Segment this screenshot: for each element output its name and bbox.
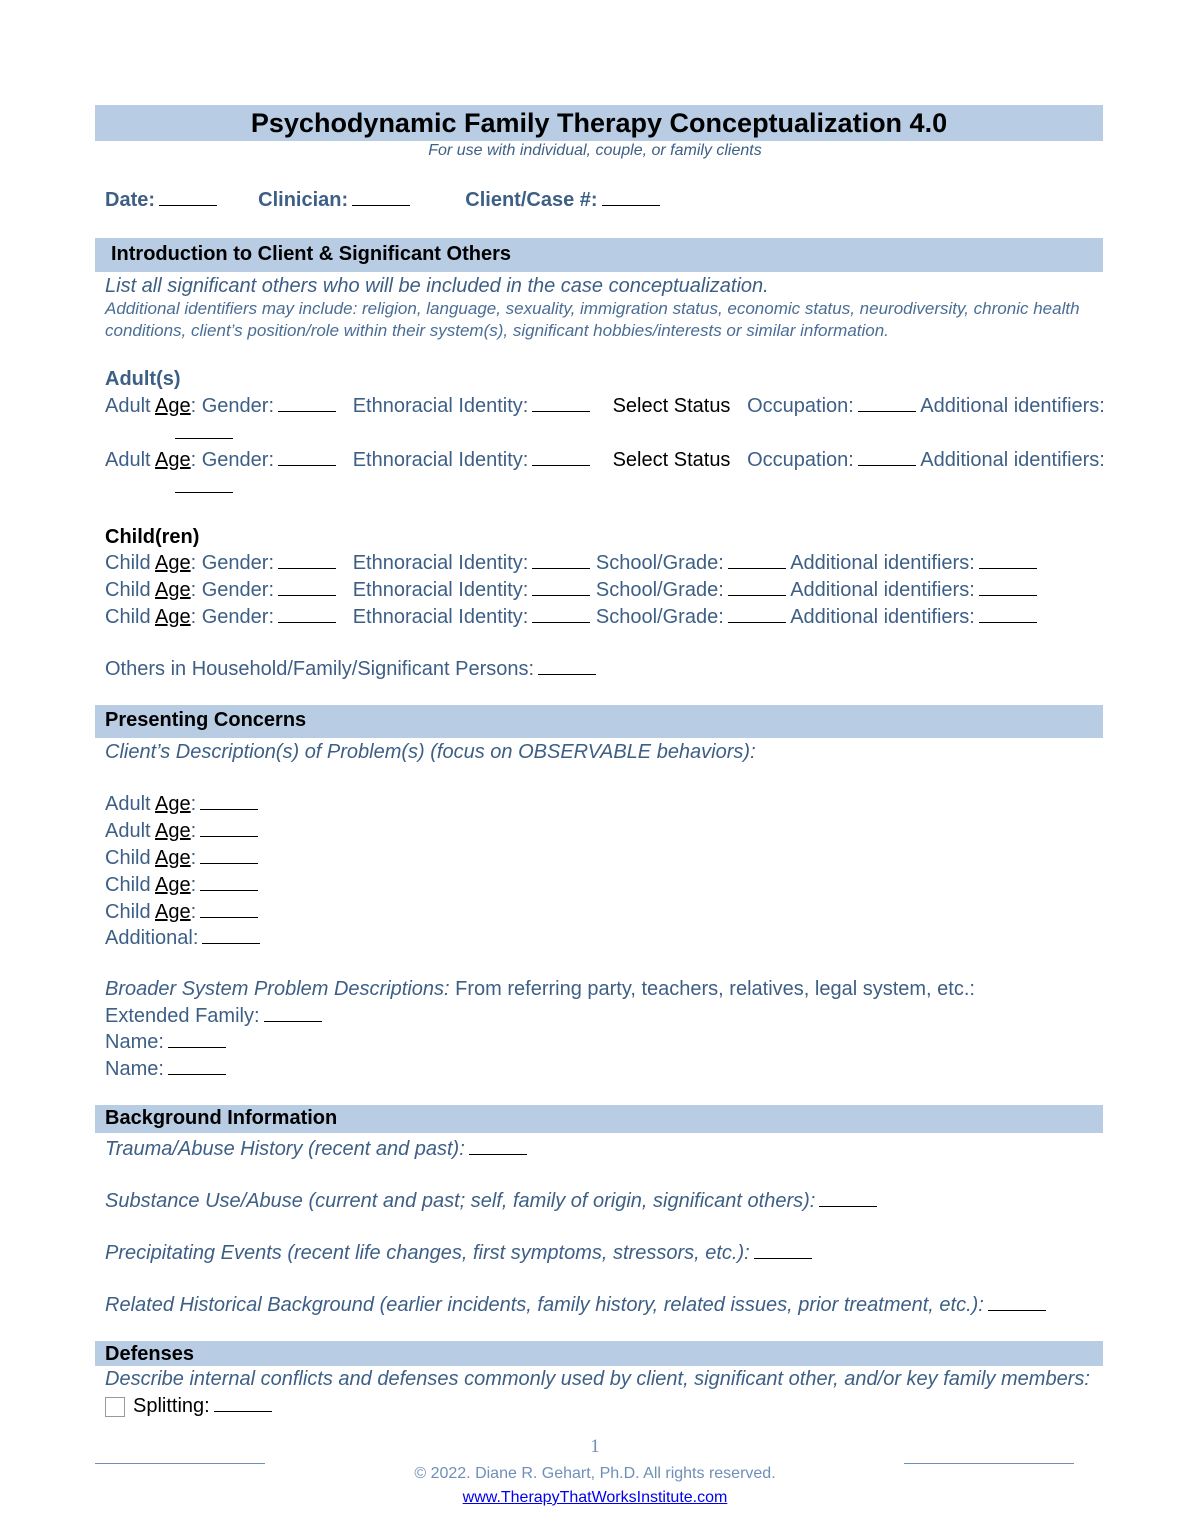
additional-identifiers-field[interactable] [175, 420, 233, 439]
footer-rule-right [904, 1463, 1074, 1464]
age-field[interactable]: Age [155, 579, 191, 601]
ethnoracial-label: Ethnoracial Identity: [352, 552, 529, 574]
document-title: Psychodynamic Family Therapy Conceptualization 4.0 [95, 105, 1103, 141]
additional-identifiers-field[interactable] [979, 550, 1037, 569]
document-subtitle: For use with individual, couple, or family clients [428, 142, 762, 159]
school-grade-label: School/Grade: [595, 579, 724, 601]
problem-who: Child [105, 901, 151, 923]
adults-heading: Adult(s) [105, 368, 181, 390]
additional-identifiers-label: Additional identifiers: [920, 449, 1105, 471]
presenting-instruction: Client’s Description(s) of Problem(s) (focus on OBSERVABLE behaviors): [105, 741, 756, 763]
additional-problem-row: Additional: [105, 925, 260, 951]
age-field[interactable]: Age [155, 449, 191, 471]
gender-field[interactable] [278, 604, 336, 623]
school-grade-field[interactable] [728, 577, 786, 596]
splitting-label: Splitting: [133, 1395, 210, 1417]
additional-identifiers-label: Additional identifiers: [790, 552, 975, 574]
ethnoracial-label: Ethnoracial Identity: [352, 606, 529, 628]
historical-row [105, 1292, 1046, 1318]
historical-label: Related Historical Background (earlier incidents, family history, related issues, prior treatment, etc.): [105, 1294, 984, 1316]
problem-row: Child Age: [105, 845, 258, 871]
children-heading: Child(ren) [105, 526, 200, 548]
status-dropdown[interactable]: Select Status [612, 449, 731, 471]
splitting-field[interactable] [214, 1393, 272, 1412]
age-field[interactable]: Age [155, 395, 191, 417]
ethnoracial-label: Ethnoracial Identity: [352, 579, 529, 601]
school-grade-label: School/Grade: [595, 606, 724, 628]
adult-row [105, 393, 1105, 419]
splitting-checkbox[interactable] [105, 1397, 125, 1417]
name-field[interactable] [168, 1029, 226, 1048]
defenses-heading: Defenses [105, 1343, 194, 1365]
child-label: Child [105, 579, 151, 601]
ethnoracial-field[interactable] [532, 447, 590, 466]
date-field[interactable] [159, 187, 217, 206]
adult-row [105, 447, 1105, 473]
ethnoracial-field[interactable] [532, 393, 590, 412]
substance-row [105, 1188, 877, 1214]
substance-label: Substance Use/Abuse (current and past; self, family of origin, significant others): [105, 1190, 816, 1212]
date-label: Date: [105, 189, 156, 211]
background-heading: Background Information [105, 1107, 338, 1129]
extended-family-field[interactable] [264, 1003, 322, 1022]
precipitating-field[interactable] [754, 1240, 812, 1259]
trauma-row [105, 1136, 527, 1162]
ethnoracial-label: Ethnoracial Identity: [352, 449, 529, 471]
additional-identifiers-field[interactable] [979, 577, 1037, 596]
child-row [105, 550, 1037, 576]
trauma-field[interactable] [469, 1136, 527, 1155]
child-row [105, 604, 1037, 630]
additional-identifiers-field[interactable] [979, 604, 1037, 623]
presenting-heading: Presenting Concerns [105, 709, 307, 731]
name-field[interactable] [168, 1056, 226, 1075]
gender-field[interactable] [278, 550, 336, 569]
name-row [105, 1056, 226, 1082]
gender-label: : Gender: [190, 395, 275, 417]
intro-heading: Introduction to Client & Significant Others [111, 243, 511, 265]
age-field[interactable]: Age [155, 847, 191, 869]
adult-additional-row [171, 420, 233, 446]
ethnoracial-label: Ethnoracial Identity: [352, 395, 529, 417]
age-field[interactable]: Age [155, 901, 191, 923]
clinician-field[interactable] [352, 187, 410, 206]
adult-additional-row [171, 474, 233, 500]
gender-field[interactable] [278, 577, 336, 596]
historical-field[interactable] [988, 1292, 1046, 1311]
intro-note-line1: Additional identifiers may include: religion, language, sexuality, immigration status, economic status, neurodiversity, chronic health [105, 299, 1080, 318]
others-field[interactable] [538, 656, 596, 675]
age-field[interactable]: Age [155, 606, 191, 628]
clinician-label: Clinician: [258, 189, 349, 211]
broader-system-italic: Broader System Problem Descriptions: [105, 978, 450, 1000]
problem-field[interactable] [200, 818, 258, 837]
age-field[interactable]: Age [155, 552, 191, 574]
adult-label: Adult [105, 395, 151, 417]
additional-identifiers-field[interactable] [175, 474, 233, 493]
footer-rule-left [95, 1463, 265, 1464]
occupation-label: Occupation: [747, 395, 854, 417]
gender-field[interactable] [278, 447, 336, 466]
problem-row: Child Age: [105, 872, 258, 898]
additional-problem-field[interactable] [202, 925, 260, 944]
problem-who: Adult [105, 820, 151, 842]
school-grade-field[interactable] [728, 550, 786, 569]
name-label: Name: [105, 1031, 164, 1053]
child-label: Child [105, 606, 151, 628]
child-label: Child [105, 552, 151, 574]
others-label: Others in Household/Family/Significant Persons: [105, 658, 535, 680]
problem-field[interactable] [200, 872, 258, 891]
adult-label: Adult [105, 449, 151, 471]
broader-system-rest: From referring party, teachers, relatives, legal system, etc.: [449, 978, 975, 1000]
name-label: Name: [105, 1058, 164, 1080]
intro-note-line2: conditions, client’s position/role within their system(s), significant hobbies/interests or similar information. [105, 321, 889, 340]
problem-field[interactable] [200, 845, 258, 864]
defenses-instruction: Describe internal conflicts and defenses commonly used by client, significant other, and/or key family members: [105, 1368, 1090, 1390]
footer-website-link[interactable]: www.TherapyThatWorksInstitute.com [462, 1489, 728, 1506]
trauma-label: Trauma/Abuse History (recent and past): [105, 1138, 465, 1160]
problem-who: Child [105, 847, 151, 869]
substance-field[interactable] [819, 1188, 877, 1207]
intro-instruction: List all significant others who will be included in the case conceptualization. [105, 275, 769, 297]
splitting-row [105, 1393, 272, 1419]
child-row [105, 577, 1037, 603]
school-grade-label: School/Grade: [595, 552, 724, 574]
age-field[interactable]: Age [155, 793, 191, 815]
extended-family-label: Extended Family: [105, 1005, 260, 1027]
occupation-label: Occupation: [747, 449, 854, 471]
ethnoracial-field[interactable] [532, 604, 590, 623]
problem-who: Adult [105, 793, 151, 815]
gender-field[interactable] [278, 393, 336, 412]
page-number: 1 [590, 1436, 600, 1457]
problem-field[interactable] [200, 899, 258, 918]
occupation-field[interactable] [858, 447, 916, 466]
occupation-field[interactable] [858, 393, 916, 412]
problem-row: Child Age: [105, 899, 258, 925]
age-field[interactable]: Age [155, 820, 191, 842]
footer-copyright: © 2022. Diane R. Gehart, Ph.D. All rights reserved. [414, 1465, 776, 1482]
broader-system-row [105, 976, 975, 1002]
age-field[interactable]: Age [155, 874, 191, 896]
ethnoracial-field[interactable] [532, 550, 590, 569]
gender-label: : Gender: [190, 552, 275, 574]
precipitating-row [105, 1240, 812, 1266]
school-grade-field[interactable] [728, 604, 786, 623]
status-dropdown[interactable]: Select Status [612, 395, 731, 417]
client-case-label: Client/Case #: [465, 189, 598, 211]
problem-field[interactable] [200, 791, 258, 810]
problem-row: Adult Age: [105, 791, 258, 817]
meta-fields-row [105, 187, 660, 212]
others-row [105, 656, 596, 682]
additional-identifiers-label: Additional identifiers: [920, 395, 1105, 417]
additional-identifiers-label: Additional identifiers: [790, 579, 975, 601]
additional-identifiers-label: Additional identifiers: [790, 606, 975, 628]
extended-family-row [105, 1003, 322, 1029]
problem-row: Adult Age: [105, 818, 258, 844]
precipitating-label: Precipitating Events (recent life changes, first symptoms, stressors, etc.): [105, 1242, 750, 1264]
defenses-section-band [95, 1341, 1103, 1366]
problem-who: Child [105, 874, 151, 896]
gender-label: : Gender: [190, 606, 275, 628]
gender-label: : Gender: [190, 579, 275, 601]
ethnoracial-field[interactable] [532, 577, 590, 596]
additional-problem-label: Additional [105, 927, 193, 949]
gender-label: : Gender: [190, 449, 275, 471]
name-row [105, 1029, 226, 1055]
client-case-field[interactable] [602, 187, 660, 206]
